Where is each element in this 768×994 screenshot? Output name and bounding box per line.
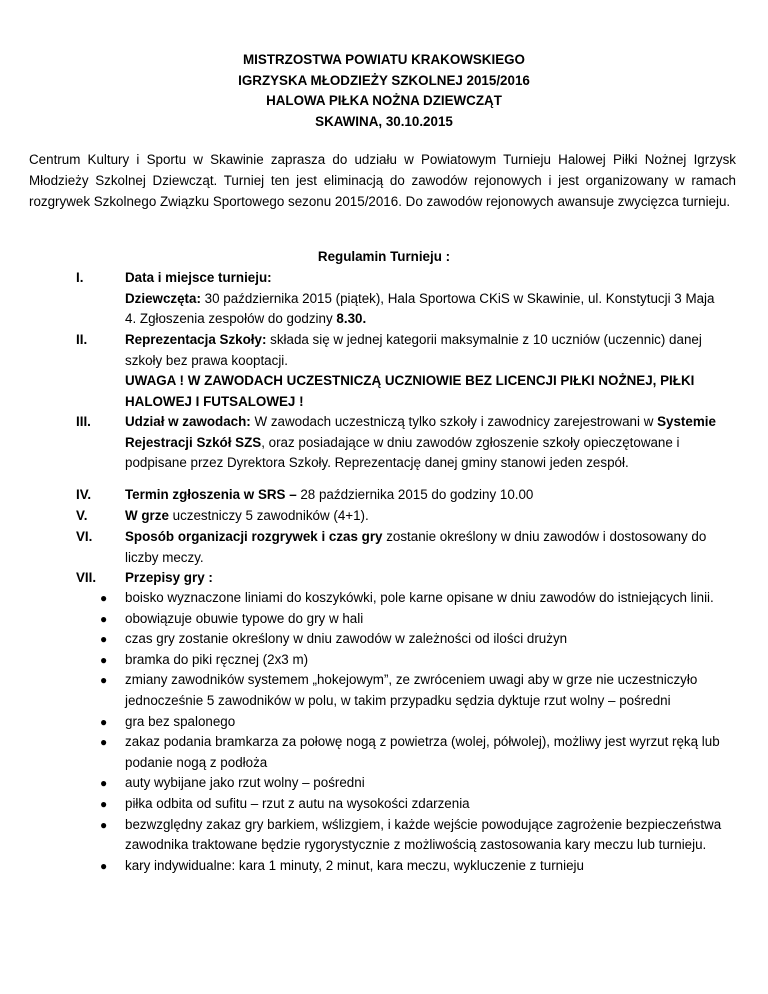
section-text: składa się w jednej kategorii maksymalnie z 10 uczniów (uczennic) danej szkoły bez prawa kooptacji. <box>125 332 702 368</box>
bullet-icon: ● <box>100 673 108 688</box>
list-item <box>0 650 725 671</box>
list-item <box>0 629 725 650</box>
bullet-icon: ● <box>100 632 108 647</box>
list-item <box>0 712 725 733</box>
section-title: Data i miejsce turnieju: <box>125 270 272 285</box>
rule-text: piłka odbita od sufitu – rzut z autu na wysokości zdarzenia <box>125 795 470 811</box>
section-number: V. <box>76 508 88 523</box>
list-item <box>0 856 725 877</box>
section-label: Przepisy gry : <box>125 570 213 585</box>
list-item <box>0 773 725 794</box>
section-number: III. <box>76 414 91 429</box>
header-discipline: HALOWA PIŁKA NOŻNA DZIEWCZĄT <box>266 93 502 108</box>
header-title: MISTRZOSTWA POWIATU KRAKOWSKIEGO <box>243 52 525 67</box>
rules-list <box>0 588 768 876</box>
list-item <box>0 609 725 630</box>
section-number: II. <box>76 332 88 347</box>
section-number: I. <box>76 270 84 285</box>
bullet-icon: ● <box>100 714 108 729</box>
rule-text: auty wybijane jako rzut wolny – pośredni <box>125 775 365 791</box>
bullet-icon: ● <box>100 591 108 605</box>
section-text: uczestniczy 5 zawodników (4+1). <box>168 508 369 523</box>
bullet-icon: ● <box>100 776 108 791</box>
rule-text: czas gry zostanie określony w dniu zawodów w zależności od ilości drużyn <box>125 631 568 647</box>
rule-text: zakaz podania bramkarza za połowę nogą z powietrza (wolej, półwolej), możliwy jest wyrzut ręką lub podanie nogą z podłoża <box>125 734 720 770</box>
list-item <box>0 732 725 773</box>
section-label: Dziewczęta: <box>125 290 201 306</box>
intro-paragraph: Centrum Kultury i Sportu w Skawinie zaprasza do udziału w Powiatowym Turnieju Halowej Piłki Nożnej Igrzysk Młodzieży Szkolnej Dziewcząt. Turniej ten jest eliminacją do zawodów rejonowych i jest organizowany w ramach rozgrywek Szkolnego Związku Sportowego sezonu 2015/2016. Do zawodów rejonowych awansuje zwycięzca turnieju. <box>29 152 736 209</box>
warning-text: UWAGA ! W ZAWODACH UCZESTNICZĄ UCZNIOWIE BEZ LICENCJI PIŁKI NOŻNEJ, PIŁKI HALOWEJ I FUTSALOWEJ ! <box>125 373 695 409</box>
section-text: 28 października 2015 do godziny 10.00 <box>296 487 534 502</box>
header-subtitle: IGRZYSKA MŁODZIEŻY SZKOLNEJ 2015/2016 <box>238 72 530 88</box>
rule-text: bezwzględny zakaz gry barkiem, wślizgiem, i każde wejście powodujące zagrożenie bezpieczeństwa zawodnika traktowane będzie rygorystycznie z możliwością zastosowania kary meczu lub turnieju. <box>125 816 722 853</box>
registration-time: 8.30. <box>336 311 367 327</box>
section-text: W zawodach uczestniczą tylko szkoły i zawodnicy zarejestrowani w <box>250 414 658 429</box>
list-item <box>0 815 725 856</box>
bullet-icon: ● <box>100 817 108 832</box>
section-number: VII. <box>76 570 97 585</box>
list-item <box>0 670 725 711</box>
bullet-icon: ● <box>100 652 108 667</box>
bullet-icon: ● <box>100 858 108 873</box>
rule-text: zmiany zawodników systemem „hokejowym”, ze zwróceniem uwagi aby w grze nie uczestniczyło jednocześnie 5 zawodników w polu, w takim przypadku sędzia dyktuje rzut wolny – pośredni <box>125 672 698 708</box>
section-text: zostanie określony w dniu zawodów i dostosowany do liczby meczy. <box>125 529 707 565</box>
rule-text: bramka do piki ręcznej (2x3 m) <box>125 651 309 667</box>
list-item <box>0 588 725 609</box>
list-item <box>0 794 725 815</box>
bullet-icon: ● <box>100 611 108 626</box>
section-number: IV. <box>76 487 92 502</box>
section-label: W grze <box>125 508 169 523</box>
section-label: Termin zgłoszenia w SRS – <box>125 487 297 502</box>
srs-system-name: Systemie Rejestracji Szkół SZS <box>125 414 716 450</box>
section-text: 30 października 2015 (piątek), Hala Sportowa CKiS w Skawinie, ul. Konstytucji 3 Maja 4. Zgłoszenia zespołów do godziny <box>125 290 715 327</box>
header-place-date: SKAWINA, 30.10.2015 <box>315 113 453 129</box>
rule-text: kary indywidualne: kara 1 minuty, 2 minut, kara meczu, wykluczenie z turnieju <box>125 857 584 873</box>
section-label: Sposób organizacji rozgrywek i czas gry <box>125 529 383 544</box>
section-label: Udział w zawodach: <box>125 414 251 429</box>
document-header <box>0 50 768 132</box>
regulations-title: Regulamin Turnieju : <box>317 249 451 264</box>
rule-text: boisko wyznaczone liniami do koszykówki, pole karne opisane w dniu zawodów do istniejących linii. <box>125 590 714 605</box>
section-label: Reprezentacja Szkoły: <box>125 332 267 347</box>
section-number: VI. <box>76 529 93 544</box>
bullet-icon: ● <box>100 796 108 811</box>
rule-text: gra bez spalonego <box>125 713 236 729</box>
rule-text: obowiązuje obuwie typowe do gry w hali <box>125 610 364 626</box>
section-text-continued: , oraz posiadające w dniu zawodów zgłoszenie szkoły opieczętowane i podpisane przez Dyrektora Szkoły. Reprezentację danej gminy stanowi jeden zespół. <box>125 434 680 471</box>
bullet-icon: ● <box>100 735 108 750</box>
